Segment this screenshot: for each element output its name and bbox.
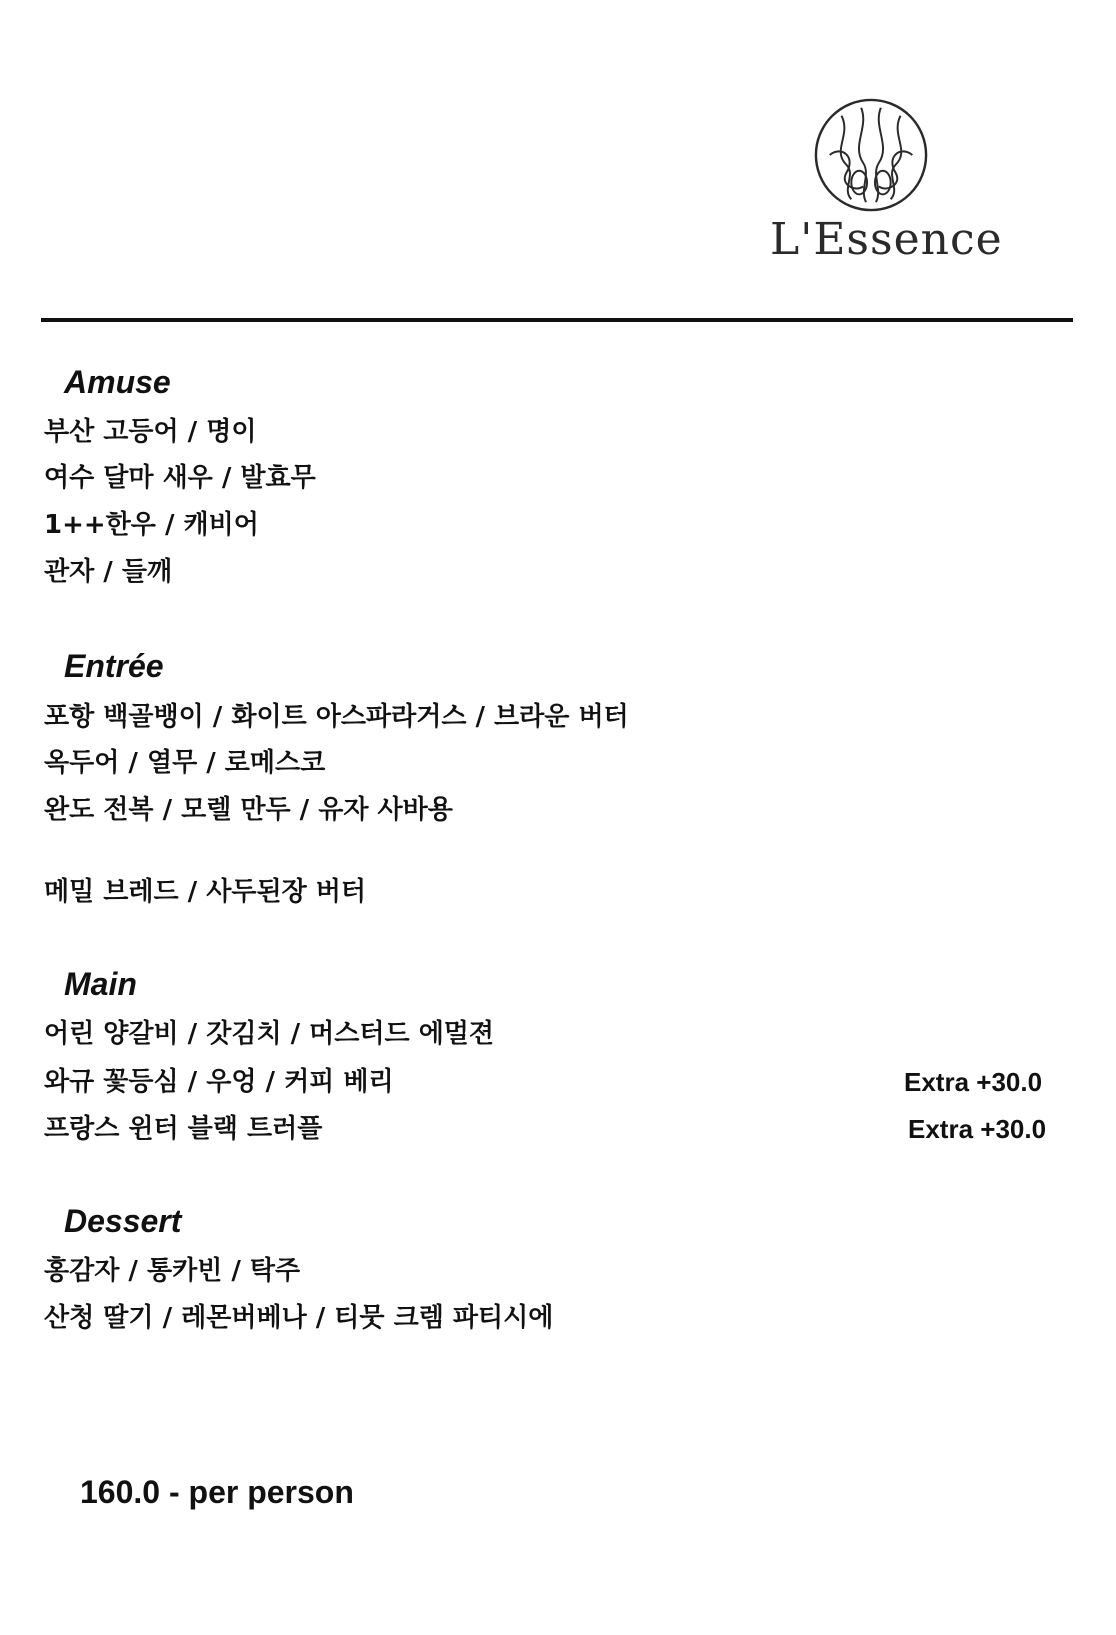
- menu-item: 여수 달마 새우 / 발효무: [44, 463, 316, 493]
- menu-item: 메밀 브레드 / 사두된장 버터: [44, 877, 366, 907]
- menu-item: 와규 꽃등심 / 우엉 / 커피 베리: [44, 1067, 394, 1097]
- menu-item: 부산 고등어 / 명이: [44, 417, 257, 447]
- menu-item: 포항 백골뱅이 / 화이트 아스파라거스 / 브라운 버터: [44, 702, 629, 732]
- extra-charge: Extra +30.0: [904, 1067, 1043, 1097]
- section-title-dessert: Dessert: [64, 1203, 182, 1239]
- restaurant-logo: [760, 96, 1003, 276]
- section-title-entree: Entrée: [64, 648, 164, 684]
- menu-item: 관자 / 들깨: [44, 557, 173, 587]
- brand-name: L'Essence: [770, 214, 1003, 265]
- section-title-amuse: Amuse: [64, 364, 171, 400]
- menu-item: 1++한우 / 캐비어: [44, 510, 259, 540]
- price-per-person: 160.0 - per person: [80, 1474, 354, 1510]
- menu-item: 옥두어 / 열무 / 로메스코: [44, 748, 326, 778]
- menu-item: 홍감자 / 통카빈 / 탁주: [44, 1256, 301, 1286]
- extra-charge: Extra +30.0: [908, 1114, 1047, 1144]
- menu-item: 완도 전복 / 모렐 만두 / 유자 사바용: [44, 795, 453, 825]
- menu-item: 프랑스 윈터 블랙 트러플: [44, 1114, 323, 1144]
- lotus-circle-logo-icon: [812, 96, 930, 214]
- menu-item: 산청 딸기 / 레몬버베나 / 티뭇 크렘 파티시에: [44, 1303, 554, 1333]
- header-divider: [41, 318, 1073, 322]
- menu-item: 어린 양갈비 / 갓김치 / 머스터드 에멀젼: [44, 1019, 495, 1049]
- section-title-main: Main: [64, 966, 137, 1002]
